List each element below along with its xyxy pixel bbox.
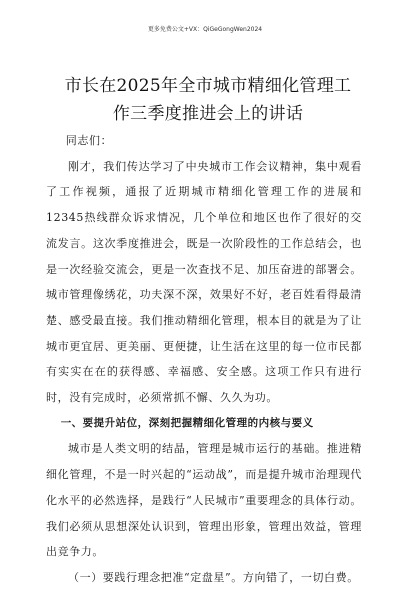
body-paragraph: 刚才，我们传达学习了中央城市工作会议精神，集中观看了工作视频，通报了近期城市精细化管理工作的进展和12345热线群众诉求情况，几个单位和地区也作了很好的交流发言。这次季度推进会，既是一次阶段性的工作总结会，也是一次经验交流会，更是一次查找不足、加压奋进的部署会。城市管理像绣花，功夫深不深，效果好不好，老百姓看得最清楚、感受最直接。我们推动精细化管理，根本目的就是为了让城市更宜居、更美丽、更便捷，让生活在这里的每一位市民都有实实在在的获得感、幸福感、安全感。这项工作只有进行时，没有完成时，必须常抓不懈、久久为功。 — [46, 159, 362, 405]
header-note: 更多免费公文+VX：QiGeGongWen2024 — [147, 26, 263, 33]
section-heading: 一、要提升站位，深刻把握精细化管理的内核与要义 — [60, 416, 314, 429]
document-title: 市长在2025年全市城市精细化管理工作三季度推进会上的讲话 — [64, 76, 352, 124]
document-body — [46, 128, 362, 591]
section-paragraph: 城市是人类文明的结晶，管理是城市运行的基础。推进精细化管理，不是一时兴起的“运动战”，而是提升城市治理现代化水平的必然选择，是践行“人民城市”重要理念的具体行动。我们必须从思想深处认识到，管理出形象，管理出效益，管理出竞争力。 — [46, 442, 362, 559]
salutation: 同志们： — [65, 134, 113, 147]
sub-point: （一）要践行理念把准“定盘星”。方向错了，一切白费。 — [68, 570, 359, 584]
